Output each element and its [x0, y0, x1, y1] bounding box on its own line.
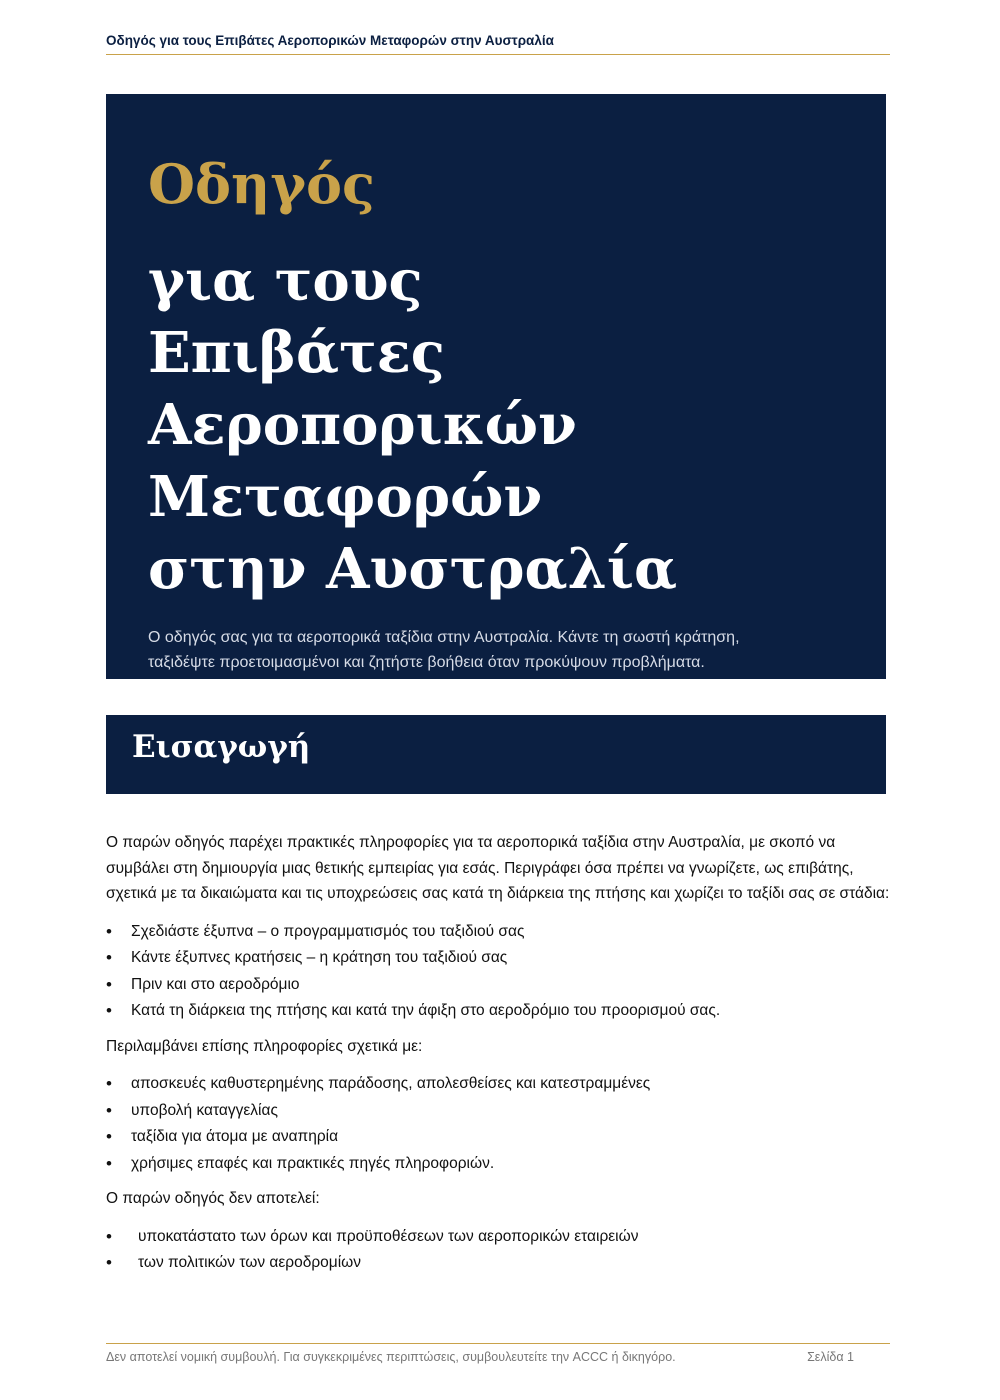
section-heading-bar [106, 715, 886, 794]
cover-title: για τους Επιβάτες Αεροπορικών Μεταφορών στην Αυστραλία [148, 247, 678, 602]
intro-paragraph: Ο παρών οδηγός παρέχει πρακτικές πληροφορίες για τα αεροπορικά ταξίδια στην Αυστραλία, με σκοπό να συμβάλει στη δημιουργία μιας θετικής εμπειρίας για εσάς. Περιγράφει όσα πρέπει να γνωρίζετε, ως επιβάτης, σχετικά με τα δικαιώματα και τις υποχρεώσεις σας κατά τη διάρκεια της πτήσης και χωρίζει το ταξίδι σας σε στάδια: [106, 834, 890, 902]
section-body [106, 830, 890, 1286]
footer-disclaimer: Δεν αποτελεί νομική συμβουλή. Για συγκεκριμένες περιπτώσεις, συμβουλευτείτε την ACCC ή δικηγόρο. [106, 1350, 676, 1364]
not-list [106, 1224, 890, 1276]
cover-subtitle: Ο οδηγός σας για τα αεροπορικά ταξίδια στην Αυστραλία. Κάντε τη σωστή κράτηση, ταξιδέψτε προετοιμασμένοι και ζητήστε βοήθεια όταν προκύψουν προβλήματα. [148, 628, 740, 671]
list-item: • Σχεδιάστε έξυπνα – ο προγραμματισμός του ταξιδιού σας [106, 919, 890, 945]
list-item: • Κατά τη διάρκεια της πτήσης και κατά την άφιξη στο αεροδρόμιο του προορισμού σας. [106, 998, 890, 1024]
list-item: • των πολιτικών των αεροδρομίων [106, 1250, 890, 1276]
not-paragraph: Ο παρών οδηγός δεν αποτελεί: [106, 1190, 320, 1207]
page-number: Σελίδα 1 [807, 1350, 854, 1364]
running-title: Οδηγός για τους Επιβάτες Αεροπορικών Μεταφορών στην Αυστραλία [106, 33, 554, 48]
cover-kicker: Οδηγός [148, 152, 375, 216]
list-item: • υποβολή καταγγελίας [106, 1098, 890, 1124]
section-heading: Εισαγωγή [132, 729, 311, 765]
list-item: • υποκατάστατο των όρων και προϋποθέσεων των αεροπορικών εταιρειών [106, 1224, 890, 1250]
also-list [106, 1071, 890, 1176]
list-item: • Πριν και στο αεροδρόμιο [106, 972, 890, 998]
list-item: • Κάντε έξυπνες κρατήσεις – η κράτηση του ταξιδιού σας [106, 945, 890, 971]
cover-block [106, 94, 886, 679]
page-footer [106, 1343, 890, 1364]
running-header [106, 32, 890, 55]
stages-list [106, 919, 890, 1024]
list-item: • ταξίδια για άτομα με αναπηρία [106, 1124, 890, 1150]
list-item: • αποσκευές καθυστερημένης παράδοσης, απολεσθείσες και κατεστραμμένες [106, 1071, 890, 1097]
also-paragraph: Περιλαμβάνει επίσης πληροφορίες σχετικά με: [106, 1037, 423, 1055]
list-item: • χρήσιμες επαφές και πρακτικές πηγές πληροφοριών. [106, 1151, 890, 1177]
